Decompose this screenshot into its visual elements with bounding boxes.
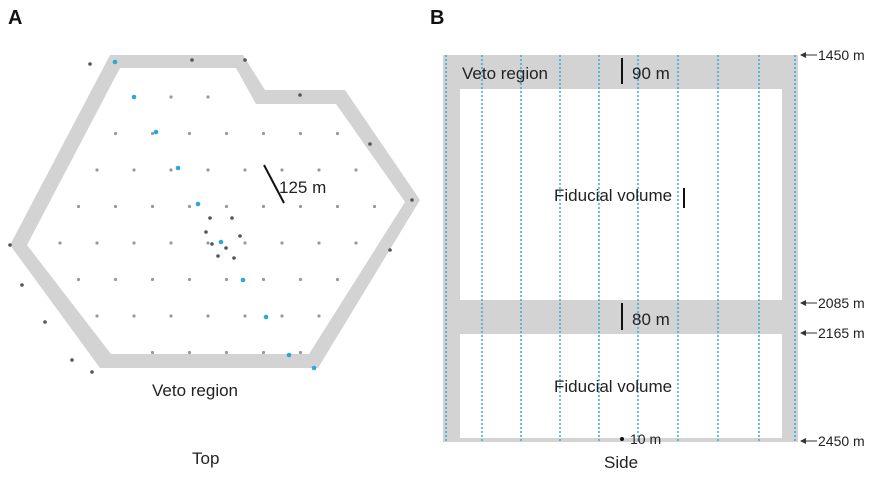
string-dot xyxy=(262,278,265,281)
string-dot xyxy=(225,132,228,135)
string-dot xyxy=(262,132,265,135)
core-string-dot xyxy=(238,234,242,238)
string-dot xyxy=(225,278,228,281)
string-dot xyxy=(151,205,154,208)
highlight-string-dot xyxy=(287,353,292,358)
string-dot xyxy=(188,132,191,135)
upper-fiducial-label: Fiducial volume xyxy=(554,186,673,205)
string-dot xyxy=(317,168,320,171)
string-dot xyxy=(169,241,172,244)
lower-fiducial-label: Fiducial volume xyxy=(554,377,673,396)
string-dot xyxy=(151,351,154,354)
veto-string-dot xyxy=(43,320,47,324)
top-view-caption: Top xyxy=(192,449,220,468)
string-dot xyxy=(299,351,302,354)
highlight-string-dot xyxy=(312,366,317,371)
string-dot xyxy=(132,241,135,244)
veto-string-dot xyxy=(8,243,12,247)
highlight-string-dot xyxy=(176,166,181,171)
core-string-dot xyxy=(230,216,234,220)
core-string-dot xyxy=(232,256,236,260)
veto-string-dot xyxy=(410,198,414,202)
veto-string-dot xyxy=(88,62,92,66)
string-dot xyxy=(317,241,320,244)
highlight-string-dot xyxy=(132,95,137,100)
panel-b-letter: B xyxy=(430,7,445,29)
string-dot xyxy=(114,132,117,135)
string-dot xyxy=(206,95,209,98)
string-dot xyxy=(225,205,228,208)
string-dot xyxy=(114,205,117,208)
string-dot xyxy=(336,132,339,135)
string-dot xyxy=(95,168,98,171)
veto-string-dot xyxy=(368,142,372,146)
core-string-dot xyxy=(208,216,212,220)
depth-scale xyxy=(800,47,865,449)
depth-marker-2165 xyxy=(800,325,865,341)
string-dot xyxy=(95,241,98,244)
depth-marker-2085 xyxy=(800,295,865,311)
depth-label-2450: 2450 m xyxy=(818,433,865,449)
highlight-string-dot xyxy=(241,278,246,283)
depth-label-2085: 2085 m xyxy=(818,295,865,311)
mid-veto-thickness-label: 80 m xyxy=(632,310,670,329)
string-dot xyxy=(262,205,265,208)
string-dot xyxy=(262,351,265,354)
highlight-string-dot xyxy=(196,202,201,207)
depth-label-1450: 1450 m xyxy=(818,47,865,63)
bottom-veto-marker xyxy=(620,437,624,441)
string-dot xyxy=(206,241,209,244)
core-string-dot xyxy=(210,242,214,246)
panel-b xyxy=(430,7,865,472)
side-veto-region-label: Veto region xyxy=(462,64,549,83)
distance-label: 125 m xyxy=(279,178,327,197)
string-dot xyxy=(280,241,283,244)
string-dot xyxy=(280,168,283,171)
string-dot xyxy=(243,314,246,317)
side-view-caption: Side xyxy=(604,453,639,472)
string-dot xyxy=(336,205,339,208)
string-dot xyxy=(132,314,135,317)
string-dot xyxy=(132,168,135,171)
string-dot xyxy=(299,278,302,281)
panel-a xyxy=(8,7,420,468)
string-dot xyxy=(169,95,172,98)
string-dot xyxy=(58,241,61,244)
core-string-dot xyxy=(224,246,228,250)
veto-string-dot xyxy=(190,58,194,62)
string-dot xyxy=(354,168,357,171)
veto-string-dot xyxy=(90,370,94,374)
string-dot xyxy=(299,205,302,208)
veto-string-dot xyxy=(243,58,247,62)
string-dot xyxy=(77,278,80,281)
string-dot xyxy=(188,278,191,281)
highlight-string-dot xyxy=(219,240,224,245)
string-dot xyxy=(169,168,172,171)
string-dot xyxy=(354,241,357,244)
highlight-string-dot xyxy=(113,60,118,65)
string-dot xyxy=(188,351,191,354)
top-veto-region-label: Veto region xyxy=(152,381,239,400)
string-dot xyxy=(151,132,154,135)
top-veto-thickness-label: 90 m xyxy=(632,64,670,83)
string-dot xyxy=(317,314,320,317)
core-string-dot xyxy=(216,254,220,258)
string-dot xyxy=(225,351,228,354)
string-dot xyxy=(169,314,172,317)
depth-label-2165: 2165 m xyxy=(818,325,865,341)
highlight-string-dot xyxy=(154,130,159,135)
string-dot xyxy=(151,278,154,281)
veto-string-dot xyxy=(20,283,24,287)
string-dot xyxy=(188,205,191,208)
veto-string-dot xyxy=(298,93,302,97)
string-dot xyxy=(299,132,302,135)
string-dot xyxy=(206,168,209,171)
veto-string-dot xyxy=(70,358,74,362)
string-dot xyxy=(114,278,117,281)
depth-marker-1450 xyxy=(800,47,865,63)
veto-string-dot xyxy=(388,248,392,252)
panel-a-letter: A xyxy=(8,7,23,29)
string-dot xyxy=(373,205,376,208)
string-dot xyxy=(95,314,98,317)
string-dot xyxy=(280,314,283,317)
depth-marker-2450 xyxy=(800,433,865,449)
bottom-veto-thickness-label: 10 m xyxy=(630,431,662,447)
string-dot xyxy=(243,241,246,244)
string-dot xyxy=(243,168,246,171)
core-string-dot xyxy=(204,230,208,234)
highlight-string-dot xyxy=(264,315,269,320)
string-dot xyxy=(336,278,339,281)
string-dot xyxy=(77,205,80,208)
string-dot xyxy=(206,314,209,317)
